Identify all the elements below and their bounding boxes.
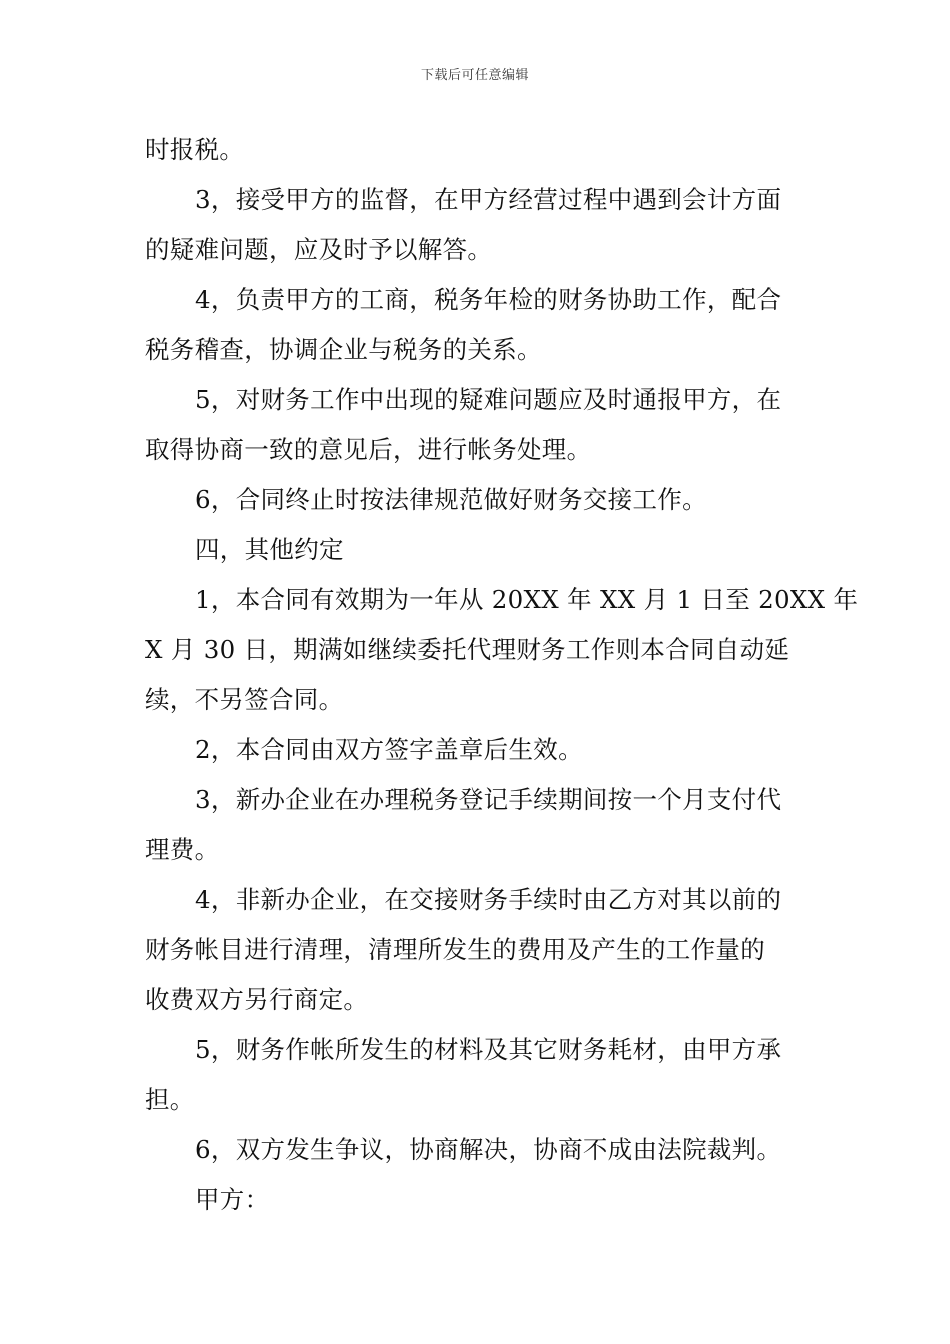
text-line: 四，其他约定 [195,535,344,564]
text-line: 续，不另签合同。 [145,685,344,714]
text-line: 的疑难问题，应及时予以解答。 [145,235,493,264]
text-line: 2，本合同由双方签字盖章后生效。 [195,735,583,764]
text-line: 理费。 [145,835,220,864]
text-line: 时报税。 [145,135,245,164]
text-line: 财务帐目进行清理，清理所发生的费用及产生的工作量的 [145,935,765,964]
text-line: 收费双方另行商定。 [145,985,369,1014]
text-line: 5，财务作帐所发生的材料及其它财务耗材，由甲方承 [195,1035,782,1064]
text-line: 取得协商一致的意见后，进行帐务处理。 [145,435,592,464]
text-line: 6，合同终止时按法律规范做好财务交接工作。 [195,485,707,514]
text-line: 担。 [145,1085,195,1114]
text-line: 5，对财务工作中出现的疑难问题应及时通报甲方，在 [195,385,782,414]
text-line: 6，双方发生争议，协商解决，协商不成由法院裁判。 [195,1135,782,1164]
text-line: 3，接受甲方的监督，在甲方经营过程中遇到会计方面 [195,185,782,214]
text-line: X 月 30 日，期满如继续委托代理财务工作则本合同自动延 [145,635,790,664]
text-line: 1，本合同有效期为一年从 20XX 年 XX 月 1 日至 20XX 年 [195,585,859,614]
text-line: 甲方： [195,1185,270,1214]
text-line: 4，非新办企业，在交接财务手续时由乙方对其以前的 [195,885,782,914]
text-line: 3，新办企业在办理税务登记手续期间按一个月支付代 [195,785,782,814]
page-header: 下载后可任意编辑 [420,68,529,83]
text-line: 税务稽查，协调企业与税务的关系。 [145,335,542,364]
document-body [145,125,859,1225]
text-line: 4，负责甲方的工商，税务年检的财务协助工作，配合 [195,285,782,314]
